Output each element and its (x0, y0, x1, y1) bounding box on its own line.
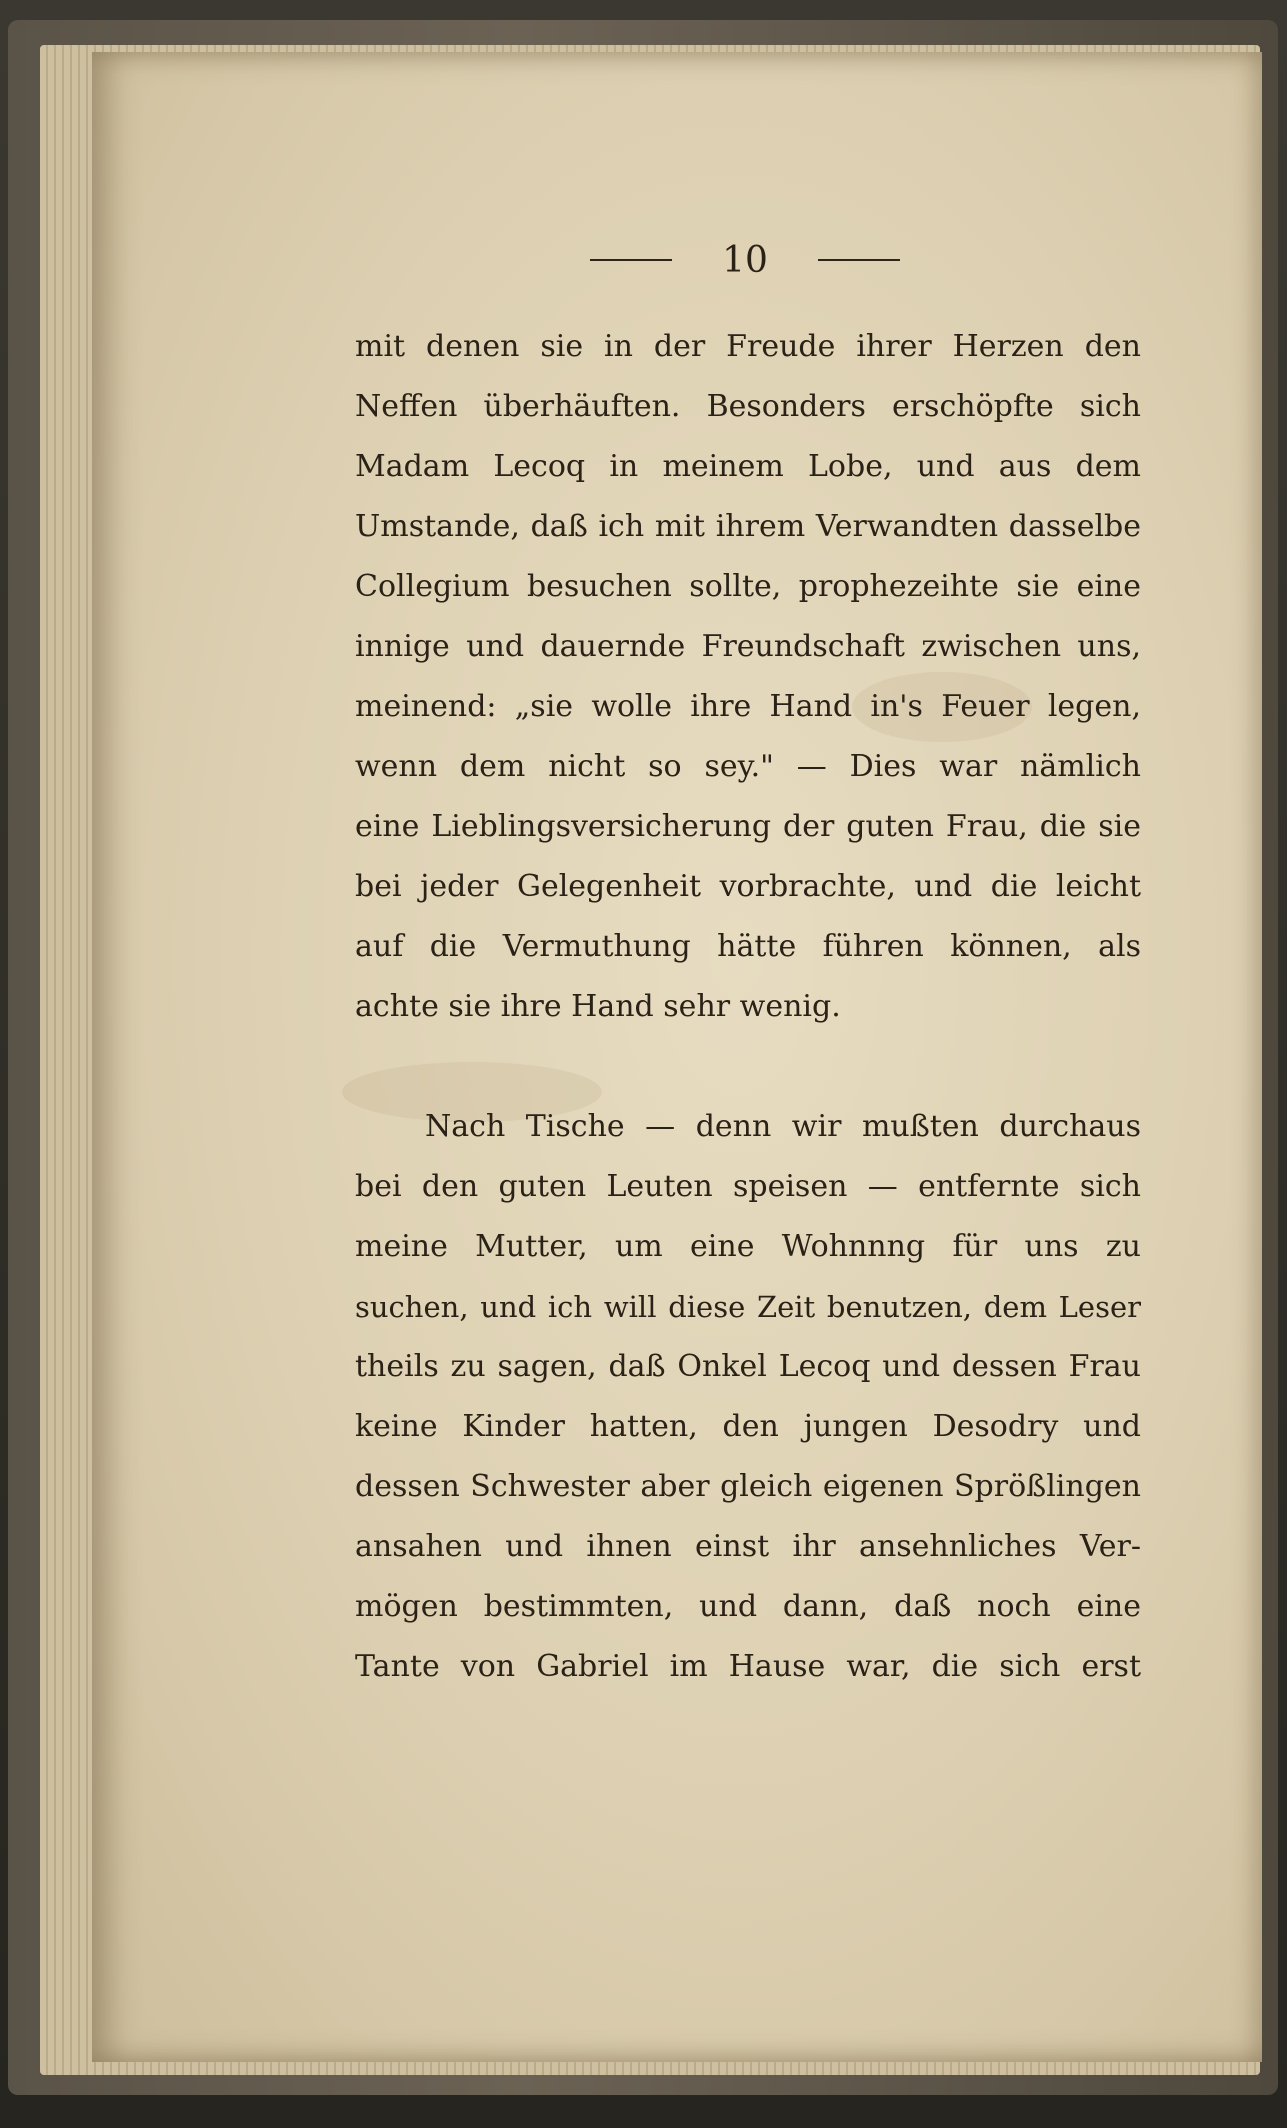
text-line: theils zu sagen, daß Onkel Lecoq und dessen Frau (355, 1349, 1141, 1384)
text-line: suchen, und ich will diese Zeit benutzen, dem Leser (355, 1290, 1141, 1324)
text-line: auf die Vermuthung hätte führen können, als (355, 929, 1141, 964)
paragraph-2 (355, 1097, 1141, 1697)
text-line: Madam Lecoq in meinem Lobe, und aus dem (355, 449, 1141, 484)
text-line: Collegium besuchen sollte, prophezeihte sie eine (355, 569, 1141, 604)
text-line: Neffen überhäuften. Besonders erschöpfte sich (355, 389, 1141, 424)
text-line: dessen Schwester aber gleich eigenen Sprößlingen (355, 1469, 1141, 1504)
text-line: achte sie ihre Hand sehr wenig. (355, 989, 841, 1024)
text-line: mögen bestimmten, und dann, daß noch eine (355, 1589, 1141, 1624)
text-line: ansahen und ihnen einst ihr ansehnliches Ver- (355, 1529, 1141, 1564)
text-line: wenn dem nicht so sey." — Dies war nämlich (355, 749, 1141, 784)
page-number: 10 (722, 239, 768, 281)
text-line: keine Kinder hatten, den jungen Desodry und (355, 1409, 1141, 1444)
text-line: eine Lieblingsversicherung der guten Frau, die sie (355, 809, 1141, 844)
text-line: bei jeder Gelegenheit vorbrachte, und die leicht (355, 869, 1141, 904)
page-header (590, 235, 900, 285)
text-line: Nach Tische — denn wir mußten durchaus (425, 1109, 1141, 1144)
text-line: bei den guten Leuten speisen — entfernte sich (355, 1169, 1141, 1204)
header-rule-right (818, 259, 900, 261)
text-line: mit denen sie in der Freude ihrer Herzen den (355, 329, 1141, 364)
text-line: innige und dauernde Freundschaft zwischen uns, (355, 629, 1141, 664)
text-line: Umstande, daß ich mit ihrem Verwandten dasselbe (355, 509, 1141, 544)
header-rule-left (590, 259, 672, 261)
paragraph-1 (355, 317, 1141, 1037)
text-line: meine Mutter, um eine Wohnnng für uns zu (355, 1229, 1141, 1264)
text-line: meinend: „sie wolle ihre Hand in's Feuer legen, (355, 689, 1141, 724)
text-line: Tante von Gabriel im Hause war, die sich erst (355, 1649, 1141, 1684)
